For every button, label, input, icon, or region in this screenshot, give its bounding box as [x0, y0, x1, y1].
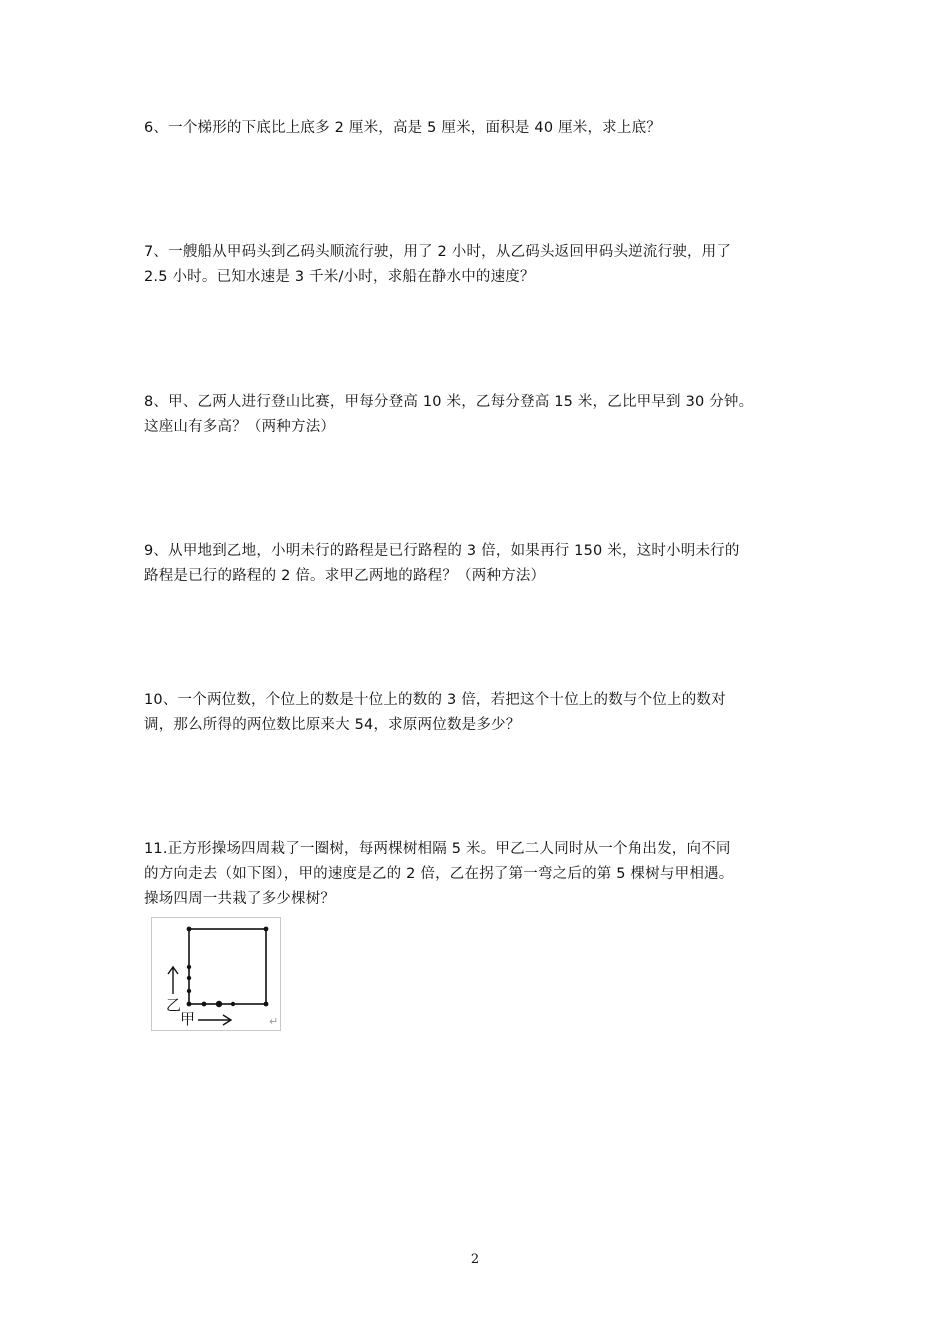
problem-8-line-2: 这座山有多高？（两种方法）: [144, 419, 336, 435]
problem-7: [144, 240, 810, 290]
return-mark-icon: ↵: [269, 1015, 279, 1028]
page-number: 2: [470, 1252, 480, 1267]
problem-8: [144, 390, 810, 440]
problem-11-line-1: 11.正方形操场四周栽了一圈树，每两棵树相隔 5 米。甲乙二人同时从一个角出发，向不同: [144, 841, 731, 857]
problem-8-line-1: 8、甲、乙两人进行登山比赛，甲每分登高 10 米，乙每分登高 15 米，乙比甲早到 30 分钟。: [144, 394, 754, 410]
tree-dot: [264, 1002, 269, 1007]
tree-dot: [216, 1001, 222, 1007]
problem-11: [144, 837, 810, 912]
tree-dot: [187, 927, 192, 932]
problem-10-line-1: 10、一个两位数，个位上的数是十位上的数的 3 倍，若把这个十位上的数与个位上的数对: [144, 692, 726, 708]
problem-7-line-1: 7、一艘船从甲码头到乙码头顺流行驶，用了 2 小时，从乙码头返回甲码头逆流行驶，用了: [144, 244, 732, 260]
tree-dot: [264, 927, 269, 932]
problem-9-line-2: 路程是已行的路程的 2 倍。求甲乙两地的路程？（两种方法）: [144, 568, 546, 584]
tree-dot: [187, 965, 191, 969]
playground-square-svg: [152, 918, 282, 1032]
problem-11-line-2: 的方向走去（如下图），甲的速度是乙的 2 倍，乙在拐了第一弯之后的第 5 棵树与甲相遇。: [144, 866, 734, 882]
problem-7-line-2: 2.5 小时。已知水速是 3 千米/小时，求船在静水中的速度？: [144, 269, 535, 285]
problem-6: [144, 116, 810, 141]
tree-dot: [187, 989, 191, 993]
tree-dot: [202, 1002, 207, 1007]
tree-dot: [187, 1002, 192, 1007]
problem-10-line-2: 调，那么所得的两位数比原来大 54，求原两位数是多少？: [144, 717, 521, 733]
problem-10: [144, 688, 810, 738]
problem-9: [144, 539, 810, 589]
tree-dot: [187, 976, 191, 980]
problem-9-line-1: 9、从甲地到乙地，小明未行的路程是已行路程的 3 倍，如果再行 150 米，这时小明未行的: [144, 543, 740, 559]
playground-square: [189, 929, 266, 1004]
label-jia: 甲: [180, 1010, 196, 1028]
tree-dot: [231, 1002, 235, 1006]
label-yi: 乙: [166, 996, 182, 1014]
problem-6-line-1: 6、一个梯形的下底比上底多 2 厘米，高是 5 厘米，面积是 40 厘米，求上底？: [144, 120, 661, 136]
problem-11-line-3: 操场四周一共栽了多少棵树？: [144, 891, 336, 907]
playground-diagram: [151, 917, 281, 1031]
